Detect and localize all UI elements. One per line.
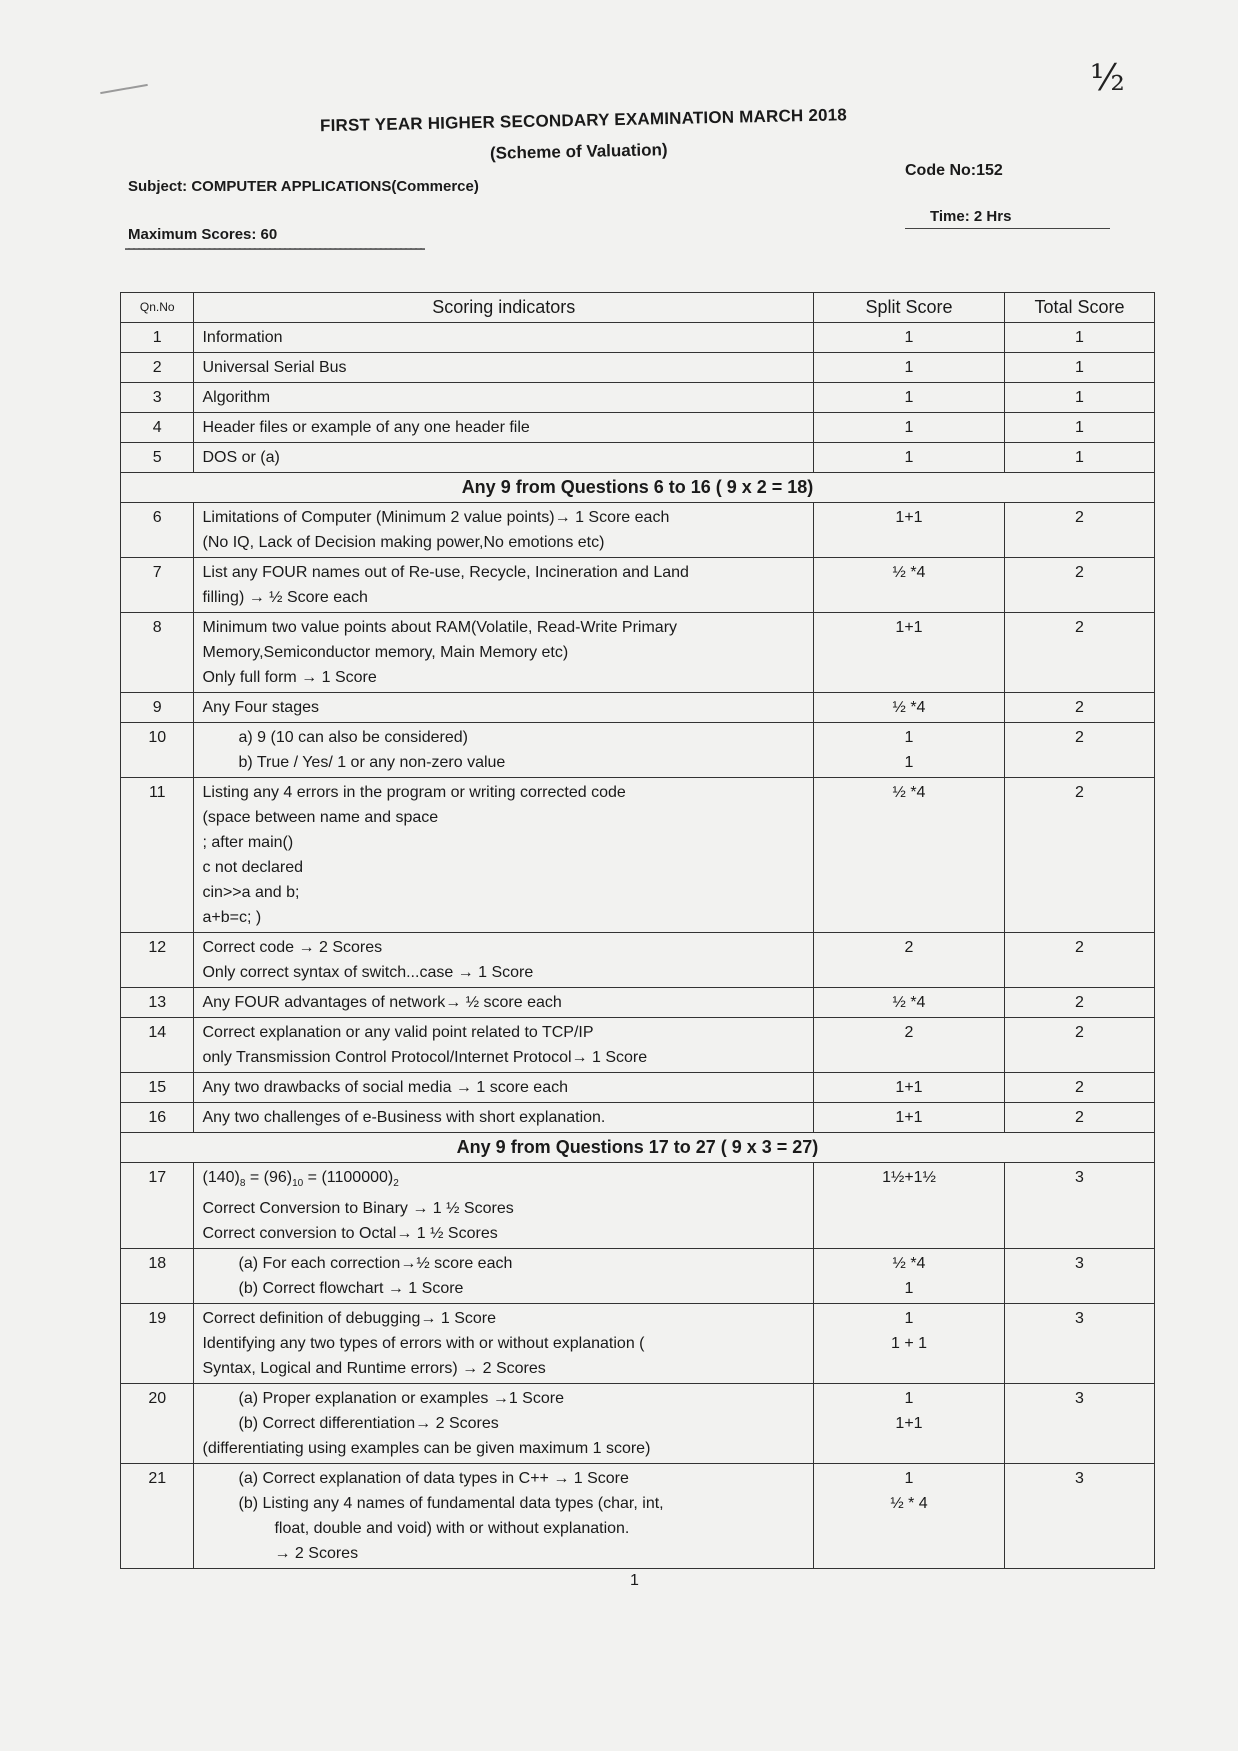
scoring-indicator <box>194 693 814 723</box>
indicator-line: Any two challenges of e-Business with short explanation. <box>202 1109 606 1126</box>
indicator-line: (b) Correct differentiation→ 2 Scores <box>238 1415 499 1433</box>
split-score <box>814 383 1005 413</box>
split-value: 1 <box>904 1310 914 1328</box>
indicator-line: c not declared <box>202 859 303 876</box>
split-value: 1 <box>904 329 914 346</box>
table-row <box>121 1073 1155 1103</box>
table-header-row <box>121 293 1155 323</box>
scoring-indicator <box>194 723 814 778</box>
split-value: 1 <box>904 754 914 771</box>
indicator-line: float, double and void) with or without explanation. <box>274 1520 630 1538</box>
indicator-line: Correct definition of debugging→ 1 Score <box>202 1310 496 1328</box>
total-score: 3 <box>1004 1384 1154 1464</box>
indicator-line: Correct conversion to Octal→ 1 ½ Scores <box>202 1225 498 1243</box>
indicator-line: Listing any 4 errors in the program or writing corrected code <box>202 784 626 801</box>
time-label: Time: 2 Hrs <box>930 208 1012 225</box>
split-score <box>814 1384 1005 1464</box>
question-number: 5 <box>121 443 194 473</box>
scoring-indicator <box>194 413 814 443</box>
split-score <box>814 353 1005 383</box>
header-indicators: Scoring indicators <box>194 293 814 323</box>
split-value: 1+1 <box>895 619 923 636</box>
scoring-table <box>120 292 1155 1569</box>
table-row <box>121 503 1155 558</box>
total-score: 3 <box>1004 1249 1154 1304</box>
scoring-indicator <box>194 988 814 1018</box>
indicator-line: only Transmission Control Protocol/Internet Protocol→ 1 Score <box>202 1049 648 1066</box>
scoring-indicator <box>194 323 814 353</box>
table-row <box>121 323 1155 353</box>
question-number: 2 <box>121 353 194 383</box>
split-score <box>814 613 1005 693</box>
question-number: 18 <box>121 1249 194 1304</box>
split-value: 1+1 <box>895 1109 923 1126</box>
table-row <box>121 1249 1155 1304</box>
split-value: 2 <box>904 1024 914 1041</box>
table-row <box>121 778 1155 933</box>
question-number: 9 <box>121 693 194 723</box>
header-total-score: Total Score <box>1004 293 1154 323</box>
indicator-line: (a) For each correction→½ score each <box>238 1255 513 1273</box>
total-score: 2 <box>1004 558 1154 613</box>
split-score <box>814 1018 1005 1073</box>
split-value: 1½+1½ <box>882 1169 936 1186</box>
question-number: 12 <box>121 933 194 988</box>
scoring-indicator <box>194 1464 814 1569</box>
split-score <box>814 323 1005 353</box>
question-number: 1 <box>121 323 194 353</box>
indicator-line: Header files or example of any one header file <box>202 419 530 436</box>
split-score <box>814 933 1005 988</box>
indicator-line: (a) Proper explanation or examples →1 Score <box>238 1390 564 1408</box>
question-number: 7 <box>121 558 194 613</box>
split-value: 1 <box>904 449 914 466</box>
scheme-subtitle: (Scheme of Valuation) <box>489 140 668 163</box>
table-row <box>121 613 1155 693</box>
indicator-line: Universal Serial Bus <box>202 359 347 376</box>
exam-title: FIRST YEAR HIGHER SECONDARY EXAMINATION MARCH 2018 <box>319 105 848 136</box>
scoring-indicator <box>194 1103 814 1133</box>
table-row <box>121 1464 1155 1569</box>
split-value: ½ * 4 <box>890 1495 928 1513</box>
indicator-line: $(140)_8 = (96)_{10} = (1100000)_2$ <box>202 1169 399 1190</box>
total-score: 2 <box>1004 933 1154 988</box>
total-score: 3 <box>1004 1464 1154 1569</box>
question-number: 20 <box>121 1384 194 1464</box>
split-score <box>814 413 1005 443</box>
scan-speck <box>100 84 148 94</box>
indicator-line: (differentiating using examples can be given maximum 1 score) <box>202 1440 651 1458</box>
scoring-indicator <box>194 383 814 413</box>
split-score <box>814 1073 1005 1103</box>
question-number: 11 <box>121 778 194 933</box>
question-number: 19 <box>121 1304 194 1384</box>
scoring-indicator <box>194 1304 814 1384</box>
table-row <box>121 1163 1155 1249</box>
indicator-line: Any FOUR advantages of network→ ½ score each <box>202 994 562 1011</box>
indicator-line: Correct code → 2 Scores <box>202 939 383 956</box>
question-number: 17 <box>121 1163 194 1249</box>
question-number: 15 <box>121 1073 194 1103</box>
scoring-indicator <box>194 933 814 988</box>
total-score: 3 <box>1004 1163 1154 1249</box>
total-score: 2 <box>1004 988 1154 1018</box>
header-split-score: Split Score <box>814 293 1005 323</box>
split-value: 1 + 1 <box>890 1335 928 1353</box>
total-score: 1 <box>1004 383 1154 413</box>
indicator-line: Identifying any two types of errors with or without explanation ( <box>202 1335 645 1353</box>
table-body <box>121 323 1155 1569</box>
split-value: 1+1 <box>895 1079 923 1096</box>
total-score: 2 <box>1004 778 1154 933</box>
indicator-line: (No IQ, Lack of Decision making power,No emotions etc) <box>202 534 605 551</box>
indicator-line: Information <box>202 329 283 346</box>
indicator-line: (space between name and space <box>202 809 439 826</box>
indicator-line: Only correct syntax of switch...case → 1 Score <box>202 964 534 981</box>
indicator-line: Limitations of Computer (Minimum 2 value points)→ 1 Score each <box>202 509 670 526</box>
scoring-indicator <box>194 778 814 933</box>
total-score: 2 <box>1004 693 1154 723</box>
split-value: 1 <box>904 419 914 436</box>
table-row <box>121 1304 1155 1384</box>
indicator-line: Algorithm <box>202 389 271 406</box>
scoring-indicator <box>194 1018 814 1073</box>
scoring-indicator <box>194 353 814 383</box>
indicator-line: Only full form → 1 Score <box>202 669 377 686</box>
total-score: 1 <box>1004 443 1154 473</box>
split-value: ½ *4 <box>892 1255 926 1273</box>
indicator-line: DOS or (a) <box>202 449 280 466</box>
split-value: 2 <box>904 939 914 956</box>
total-score: 2 <box>1004 1103 1154 1133</box>
indicator-line: (b) Correct flowchart → 1 Score <box>238 1280 464 1298</box>
scoring-indicator <box>194 1163 814 1249</box>
total-score: 3 <box>1004 1304 1154 1384</box>
split-value: 1 <box>904 1470 914 1488</box>
indicator-line: List any FOUR names out of Re-use, Recycle, Incineration and Land <box>202 564 689 581</box>
page-mark: ½ <box>1090 58 1125 99</box>
scoring-indicator <box>194 443 814 473</box>
split-value: ½ *4 <box>892 699 926 716</box>
section-c-heading <box>121 1133 1155 1163</box>
question-number: 13 <box>121 988 194 1018</box>
indicator-line: Syntax, Logical and Runtime errors) → 2 Scores <box>202 1360 546 1378</box>
max-scores-underline <box>125 248 425 250</box>
split-value: ½ *4 <box>892 564 926 581</box>
table-row <box>121 353 1155 383</box>
split-value: ½ *4 <box>892 994 926 1011</box>
question-number: 16 <box>121 1103 194 1133</box>
scoring-indicator <box>194 1384 814 1464</box>
section-title: Any 9 from Questions 17 to 27 ( 9 x 3 = 27) <box>121 1133 1155 1163</box>
indicator-line: a+b=c; ) <box>202 909 262 926</box>
indicator-line: a) 9 (10 can also be considered) <box>238 729 468 746</box>
section-title: Any 9 from Questions 6 to 16 ( 9 x 2 = 18) <box>121 473 1155 503</box>
time-underline <box>905 228 1110 229</box>
table-row <box>121 383 1155 413</box>
split-score <box>814 558 1005 613</box>
split-value: 1 <box>904 359 914 376</box>
indicator-line: Correct Conversion to Binary → 1 ½ Scores <box>202 1200 514 1218</box>
indicator-line: (a) Correct explanation of data types in C++ → 1 Score <box>238 1470 629 1488</box>
table-row <box>121 723 1155 778</box>
table-row <box>121 933 1155 988</box>
indicator-line: cin>>a and b; <box>202 884 300 901</box>
code-number: Code No:152 <box>905 162 1003 179</box>
indicator-line: → 2 Scores <box>274 1545 359 1563</box>
scoring-indicator <box>194 503 814 558</box>
split-score <box>814 1249 1005 1304</box>
total-score: 2 <box>1004 1073 1154 1103</box>
table-row <box>121 443 1155 473</box>
subject-label: Subject: COMPUTER APPLICATIONS(Commerce) <box>128 178 479 195</box>
split-score <box>814 1103 1005 1133</box>
scoring-indicator <box>194 558 814 613</box>
indicator-line: Memory,Semiconductor memory, Main Memory etc) <box>202 644 569 661</box>
question-number: 14 <box>121 1018 194 1073</box>
indicator-line: filling) → ½ Score each <box>202 589 368 606</box>
table-row <box>121 693 1155 723</box>
total-score: 2 <box>1004 1018 1154 1073</box>
indicator-line: Any two drawbacks of social media → 1 score each <box>202 1079 568 1096</box>
split-score <box>814 443 1005 473</box>
question-number: 8 <box>121 613 194 693</box>
split-score <box>814 723 1005 778</box>
split-score <box>814 1304 1005 1384</box>
table-row <box>121 1384 1155 1464</box>
split-value: 1 <box>904 1280 914 1298</box>
total-score: 2 <box>1004 613 1154 693</box>
split-value: 1 <box>904 389 914 406</box>
indicator-line: Minimum two value points about RAM(Volatile, Read-Write Primary <box>202 619 678 636</box>
split-score <box>814 778 1005 933</box>
split-value: ½ *4 <box>892 784 926 801</box>
total-score: 1 <box>1004 353 1154 383</box>
table-row <box>121 413 1155 443</box>
page-number: 1 <box>630 1572 639 1589</box>
split-value: 1 <box>904 1390 914 1408</box>
question-number: 10 <box>121 723 194 778</box>
section-b-heading <box>121 473 1155 503</box>
indicator-line: Correct explanation or any valid point related to TCP/IP <box>202 1024 594 1041</box>
split-score <box>814 988 1005 1018</box>
question-number: 6 <box>121 503 194 558</box>
scoring-indicator <box>194 613 814 693</box>
total-score: 2 <box>1004 723 1154 778</box>
split-score <box>814 1464 1005 1569</box>
table-row <box>121 558 1155 613</box>
split-value: 1+1 <box>895 1415 923 1433</box>
question-number: 4 <box>121 413 194 443</box>
scoring-indicator <box>194 1249 814 1304</box>
table-row <box>121 1018 1155 1073</box>
split-score <box>814 1163 1005 1249</box>
total-score: 1 <box>1004 323 1154 353</box>
total-score: 2 <box>1004 503 1154 558</box>
question-number: 21 <box>121 1464 194 1569</box>
indicator-line: ; after main() <box>202 834 294 851</box>
split-score <box>814 693 1005 723</box>
split-value: 1+1 <box>895 509 923 526</box>
split-value: 1 <box>904 729 914 746</box>
indicator-line: (b) Listing any 4 names of fundamental data types (char, int, <box>238 1495 664 1513</box>
scoring-indicator <box>194 1073 814 1103</box>
indicator-line: b) True / Yes/ 1 or any non-zero value <box>238 754 506 771</box>
header-qno: Qn.No <box>121 293 194 323</box>
question-number: 3 <box>121 383 194 413</box>
table-row <box>121 988 1155 1018</box>
table-row <box>121 1103 1155 1133</box>
split-score <box>814 503 1005 558</box>
indicator-line: Any Four stages <box>202 699 319 716</box>
total-score: 1 <box>1004 413 1154 443</box>
max-scores-label: Maximum Scores: 60 <box>128 226 278 243</box>
